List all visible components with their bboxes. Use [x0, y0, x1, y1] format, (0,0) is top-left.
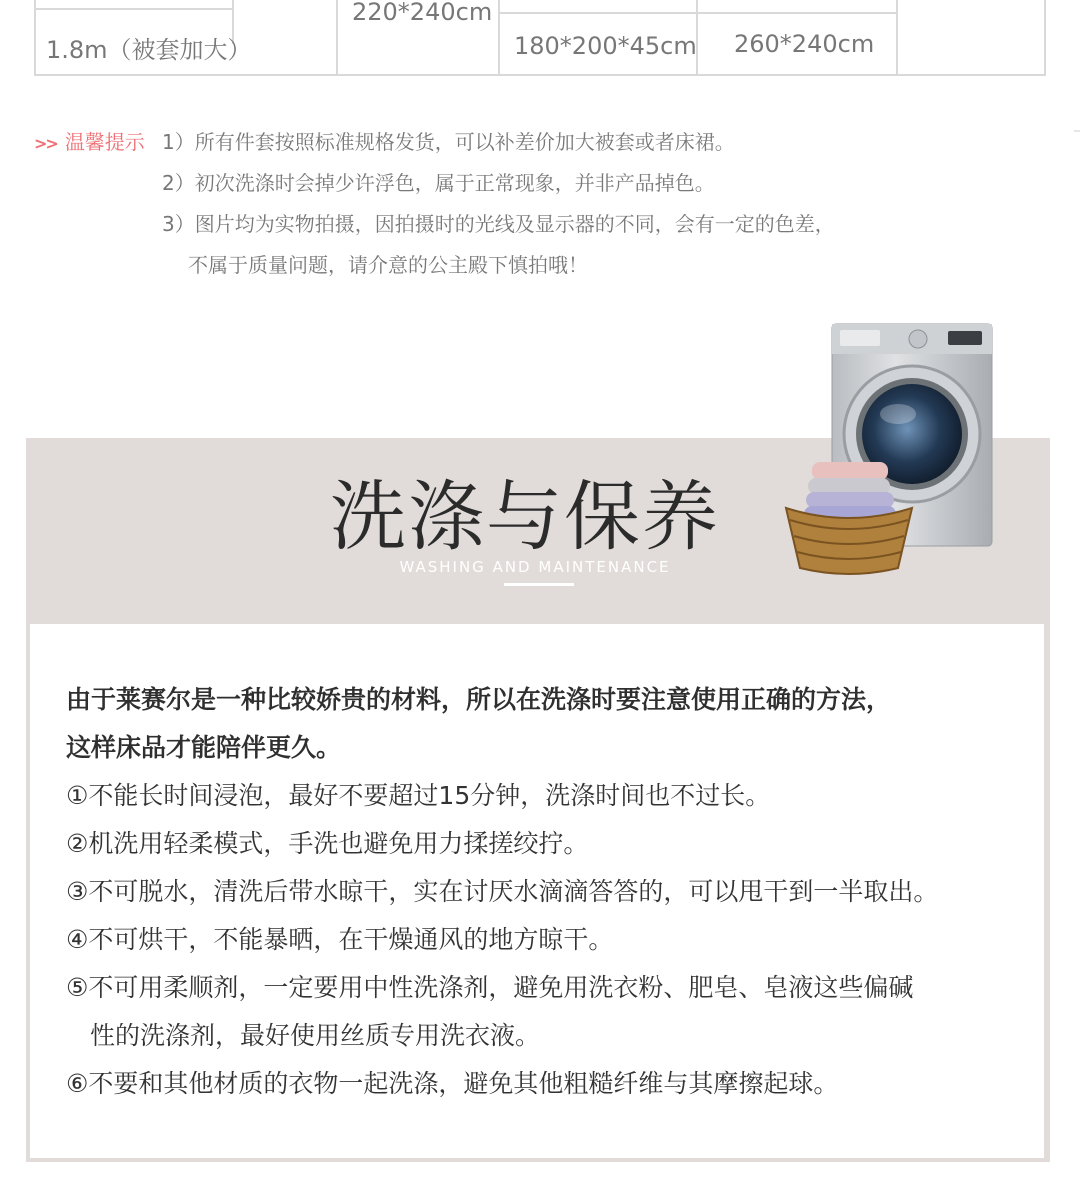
table-row-divider [498, 12, 898, 14]
tip-line: 不属于质量问题，请介意的公主殿下慎拍哦！ [188, 253, 588, 277]
table-divider [336, 0, 338, 76]
care-item: ②机洗用轻柔模式，手洗也避免用力揉搓绞拧。 [66, 829, 589, 858]
care-item: ①不能长时间浸泡，最好不要超过15分钟，洗涤时间也不过长。 [66, 781, 771, 810]
table-cell-duvet: 220*240cm [352, 0, 493, 26]
care-item-continuation: 性的洗涤剂，最好使用丝质专用洗衣液。 [90, 1021, 541, 1050]
care-item: ⑥不要和其他材质的衣物一起洗涤，避免其他粗糙纤维与其摩擦起球。 [66, 1069, 839, 1098]
table-cell-fitted-sheet: 180*200*45cm [514, 32, 697, 60]
table-cell-flat-sheet: 260*240cm [734, 30, 875, 58]
intro-line: 由于莱赛尔是一种比较娇贵的材料，所以在洗涤时要注意使用正确的方法， [66, 685, 892, 714]
edge-mark [1074, 130, 1080, 132]
care-item: ③不可脱水，清洗后带水晾干，实在讨厌水滴滴答答的，可以甩干到一半取出。 [66, 877, 939, 906]
title-underline [504, 583, 574, 586]
care-item: ⑤不可用柔顺剂，一定要用中性洗涤剂，避免用洗衣粉、肥皂、皂液这些偏碱 [66, 973, 914, 1002]
tip-line: 1）所有件套按照标准规格发货，可以补差价加大被套或者床裙。 [162, 130, 735, 154]
tips-label-text: 温馨提示 [64, 130, 145, 154]
double-chevron-icon: >> [34, 134, 57, 153]
care-item: ④不可烘干，不能暴晒，在干燥通风的地方晾干。 [66, 925, 614, 954]
table-cell-size: 1.8m（被套加大） [46, 36, 252, 64]
tip-line: 3）图片均为实物拍摄，因拍摄时的光线及显示器的不同，会有一定的色差， [162, 212, 835, 236]
tip-line: 2）初次洗涤时会掉少许浮色，属于正常现象，并非产品掉色。 [162, 171, 715, 195]
tips-label [34, 126, 145, 155]
section-title: 洗涤与保养 [330, 472, 720, 561]
table-row-divider [34, 8, 234, 10]
care-instructions-card [30, 624, 1044, 1158]
size-table [34, 0, 1046, 76]
section-subtitle: WASHING AND MAINTENANCE [399, 558, 671, 576]
intro-line: 这样床品才能陪伴更久。 [66, 733, 342, 762]
